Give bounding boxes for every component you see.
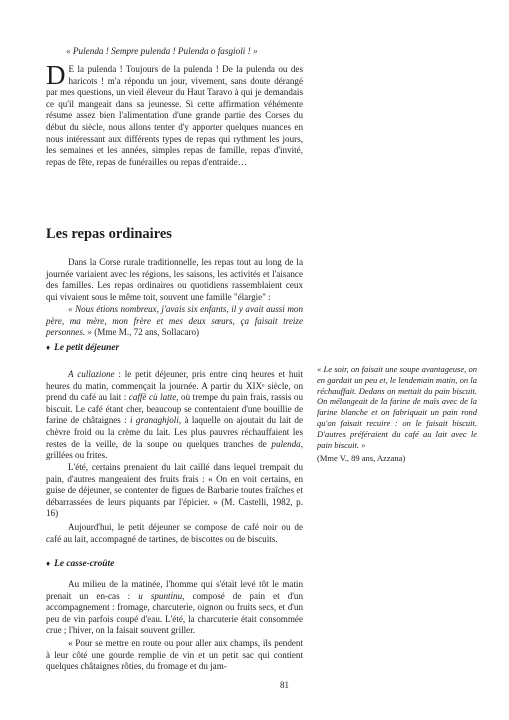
casse-croute-paragraph-2: « Pour se mettre en route ou pour aller aux champs, ils pendent à leur côté une gourde remplie de vin et un petit sac qui contient quelques châtaignes rôties, du fromage et du jam-	[46, 638, 303, 672]
bullet-diamond-icon: ♦	[46, 559, 51, 568]
intro-text: E la pulenda ! Toujours de la pulenda ! De la pulenda ou des haricots ! m'a répondu un jour, vivement, sans doute dérangé par mes questions, un vieil éleveur du Haut Taravo à qui je demandais ce qu'il mangeait dans sa jeunesse. Si cette affirmation véhémente résume assez bien l'alimentation d'une grande partie des Corses du début du siècle, nous allons tenter d'y apporter quelques nuances en nous intéressant aux différents types de repas qui rythment les jours, les semaines et les années, simples repas de famille, repas d'invité, repas de fête, repas de funérailles ou repas d'entraide…	[46, 64, 303, 167]
subheading-petit-dejeuner-label: Le petit déjeuner	[54, 343, 120, 353]
subheading-petit-dejeuner	[46, 343, 119, 353]
petit-dejeuner-paragraph-3: Aujourd'hui, le petit déjeuner se compose de café noir ou de café au lait, accompagné de tartines, de biscottes ou de biscuits.	[46, 522, 303, 544]
section-title: Les repas ordinaires	[46, 226, 172, 242]
subheading-casse-croute	[46, 559, 114, 569]
drop-cap: D	[46, 60, 66, 90]
ordinaires-paragraph: Dans la Corse rurale traditionnelle, les repas tout au long de la journée variaient avec les régions, les saisons, les activités et l'aisance des familles. Les repas ordinaires ou quotidiens rassemblaient ceux qui vivaient sous le même toit, souvent une famille "élargie" :	[46, 257, 303, 302]
bullet-diamond-icon: ♦	[46, 343, 51, 352]
ordinaires-quote-source: (Mme M., 72 ans, Sollacaro)	[91, 327, 200, 338]
term-u-spuntinu: u spuntinu	[138, 590, 183, 601]
ordinaires-quote	[46, 304, 303, 339]
petit-dejeuner-paragraph-2: L'été, certains prenaient du lait caillé dans lequel trempait du pain, d'autres mangeaient des fruits frais : « On en voit certains, en guise de déjeuner, se contenter de figues de Barbarie toutes fraîches et débarrassées de leurs piquants par l'épicier. » (M. Castelli, 1982, p. 16)	[46, 462, 303, 519]
petit-dejeuner-paragraph-1: A cullazione : le petit déjeuner, pris entre cinq heures et huit heures du matin, commençait la journée. A partir du XIXᵉ siècle, on prend du café au lait : caffè cù latte, où trempe du pain frais, rassis ou biscuit. Le café étant cher, beaucoup se contentaient d'une bouillie de farine de châtaignes : i granaghjoli, à laquelle on ajoutait du lait de chèvre froid ou la crème du lait. Les plus pauvres réchauffaient les restes de la veille, de la soupe ou quelques tranches de pulenda, grillées ou frites.	[46, 369, 304, 461]
sidebar-quote	[317, 364, 477, 464]
epigraph: « Pulenda ! Sempre pulenda ! Pulenda o fasgioli ! »	[66, 46, 258, 56]
sidebar-quote-source: (Mme V., 89 ans, Azzana)	[317, 453, 406, 464]
term-pulenda: pulenda	[271, 438, 301, 449]
subheading-casse-croute-label: Le casse-croûte	[54, 559, 115, 569]
term-granaghjoli: i granaghjoli	[130, 415, 179, 426]
page-number: 81	[280, 680, 289, 690]
term-caffe-cu-latte: caffè cù latte	[128, 392, 177, 403]
sidebar-quote-text: « Le soir, on faisait une soupe avantageuse, on en gardait un peu et, le lendemain matin, on la réchauffait. Dedans on mettait du pain biscuit. On mélangeait de la farine de maïs avec de la farine blanche et on fabriquait un pain rond qu'on faisait recuire : on le faisait biscuit. D'autres préféraient du café au lait avec le pain biscuit. »	[317, 364, 477, 450]
ordinaires-quote-text: « Nous étions nombreux, j'avais six enfants, il y avait aussi mon père, ma mère, mon frère et mes deux sœurs, ça faisait treize personnes. »	[46, 304, 303, 338]
intro-paragraph	[46, 60, 303, 168]
term-a-cullazione: A cullazione	[68, 369, 115, 379]
casse-croute-paragraph-1: Au milieu de la matinée, l'homme qui s'était levé tôt le matin prenait un en-cas : u spuntinu, composé de pain et d'un accompagnement : fromage, charcuterie, oignon ou fruits secs, et d'un peu de vin parfois coupé d'eau. L'été, la charcuterie était consommée crue ; l'hiver, on la faisait souvent griller.	[46, 579, 303, 636]
